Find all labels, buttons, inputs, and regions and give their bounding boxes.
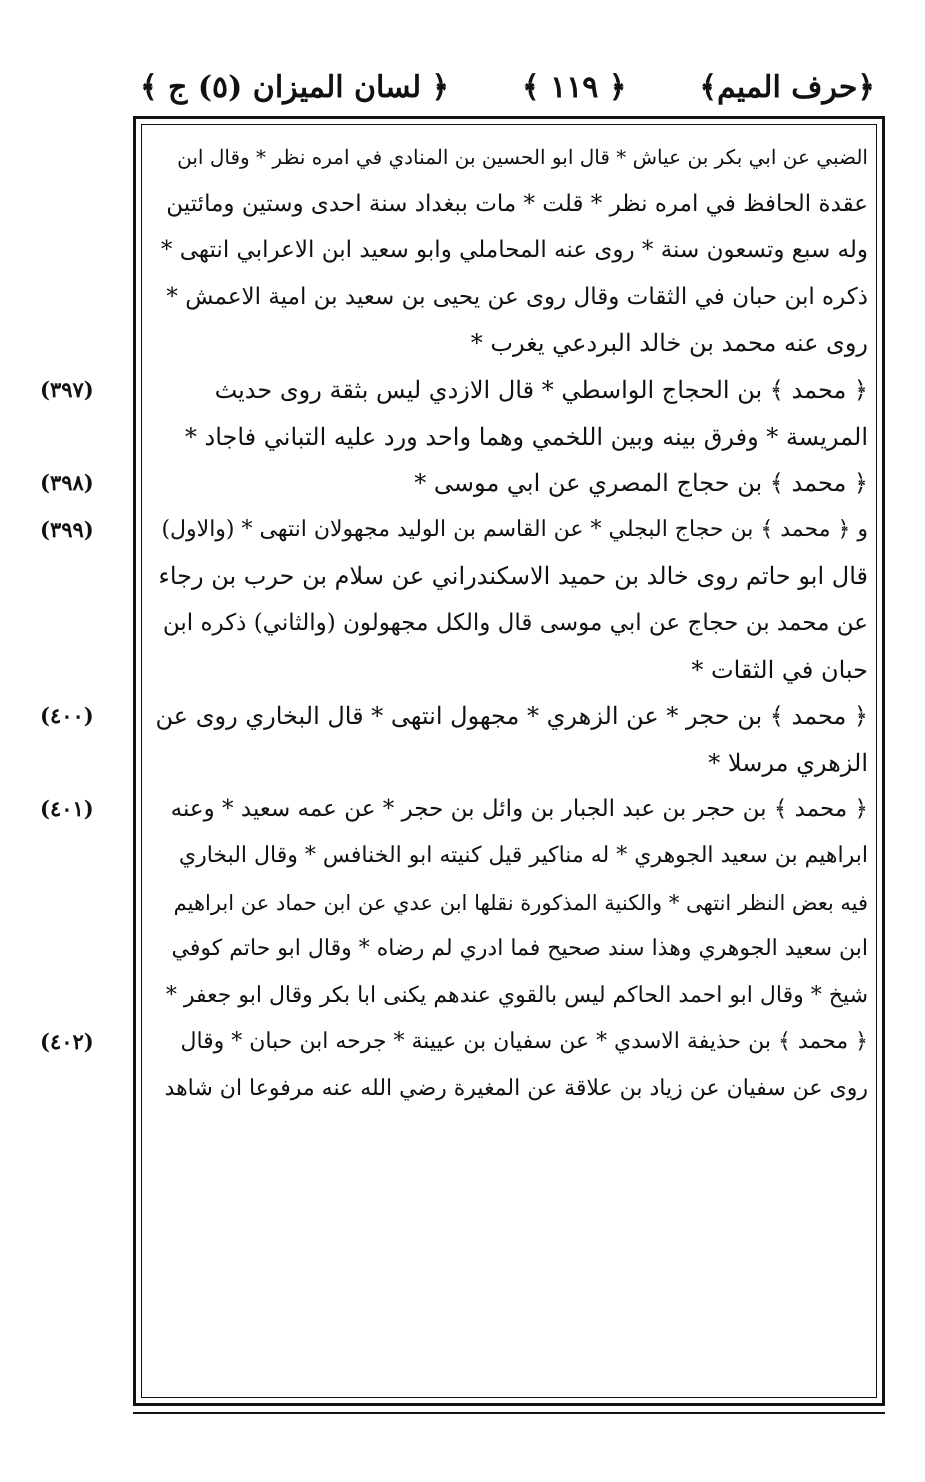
running-header xyxy=(140,62,875,112)
entry-number xyxy=(40,134,140,181)
entry-number xyxy=(40,926,140,973)
entry-number xyxy=(40,880,140,927)
text-line: و ﴿ محمد ﴾ بن حجاج البجلي * عن القاسم بن الوليد مجهولان انتهى * (والاول) xyxy=(161,516,868,542)
entry-number: (٤٠٠) xyxy=(40,703,94,729)
text-line: روى عن سفيان عن زياد بن علاقة عن المغيرة رضي الله عنه مرفوعا ان شاهد xyxy=(164,1075,868,1101)
text-line: شيخ * وقال ابو احمد الحاكم ليس بالقوي عندهم يكنى ابا بكر وقال ابو جعفر * xyxy=(165,982,868,1008)
entry-number xyxy=(40,600,140,647)
text-line: ﴿ محمد ﴾ بن حجر * عن الزهري * مجهول انتهى * قال البخاري روى عن xyxy=(155,702,868,731)
entry-number: (٤٠٢) xyxy=(40,1029,94,1055)
bottom-rule xyxy=(133,1412,885,1414)
page-number: ﴿ ١١٩ ﴾ xyxy=(522,69,627,105)
text-line: وله سبع وتسعون سنة * روى عنه المحاملي وابو سعيد ابن الاعرابي انتهى * xyxy=(160,237,868,264)
entry-number xyxy=(40,274,140,321)
entry-number xyxy=(40,833,140,880)
text-line: عن محمد بن حجاج عن ابي موسى قال والكل مجهولون (والثاني) ذكره ابن xyxy=(162,609,868,636)
entry-number xyxy=(40,973,140,1020)
entry-number xyxy=(40,414,140,461)
text-line: ذكره ابن حبان في الثقات وقال روى عن يحيى بن سعيد بن امية الاعمش * xyxy=(166,283,868,310)
text-line: ابن سعيد الجوهري وهذا سند صحيح فما ادري لم رضاه * وقال ابو حاتم كوفي xyxy=(171,936,868,962)
entry-number xyxy=(40,1066,140,1113)
text-line: حبان في الثقات * xyxy=(691,655,868,684)
entry-number-column xyxy=(40,134,140,1112)
entry-number: (٣٩٧) xyxy=(40,376,94,402)
text-line: المريسة * وفرق بينه وبين اللخمي وهما واحد ورد عليه التباني فاجاد * xyxy=(184,422,868,451)
text-line: ﴿ محمد ﴾ بن الحجاج الواسطي * قال الازدي ليس بثقة روى حديث xyxy=(214,375,868,404)
book-title: ﴿ لسان الميزان (٥) ج ﴾ xyxy=(140,69,450,105)
entry-number xyxy=(40,740,140,787)
text-line: ﴿ محمد ﴾ بن حجر بن عبد الجبار بن وائل بن حجر * عن عمه سعيد * وعنه xyxy=(170,796,868,823)
entry-number xyxy=(40,553,140,600)
entry-number xyxy=(40,647,140,694)
text-line: ﴿ محمد ﴾ بن حجاج المصري عن ابي موسى * xyxy=(414,469,868,498)
entry-number xyxy=(40,181,140,228)
text-line: روى عنه محمد بن خالد البردعي يغرب * xyxy=(470,329,868,358)
text-line: فيه بعض النظر انتهى * والكنية المذكورة نقلها ابن عدي عن ابن حماد عن ابراهيم xyxy=(173,890,868,915)
text-line: الزهري مرسلا * xyxy=(708,748,868,777)
body-text xyxy=(150,134,868,1112)
entry-number: (٣٩٨) xyxy=(40,470,94,496)
text-line: ﴿ محمد ﴾ بن حذيفة الاسدي * عن سفيان بن عيينة * جرحه ابن حبان * وقال xyxy=(180,1029,868,1055)
entry-number: (٤٠١) xyxy=(40,796,94,822)
text-line: قال ابو حاتم روى خالد بن حميد الاسكندراني عن سلام بن حرب بن رجاء xyxy=(158,562,868,591)
entry-number xyxy=(40,320,140,367)
text-line: عقدة الحافظ في امره نظر * قلت * مات ببغداد سنة احدى وستين ومائتين xyxy=(166,190,868,217)
entry-number xyxy=(40,227,140,274)
text-line: الضبي عن ابي بكر بن عياش * قال ابو الحسين بن المنادي في امره نظر * وقال ابن xyxy=(177,145,868,169)
chapter-title: ﴿حرف الميم﴾ xyxy=(699,69,875,105)
entry-number: (٣٩٩) xyxy=(40,516,94,542)
text-line: ابراهيم بن سعيد الجوهري * له مناكير قيل كنيته ابو الخنافس * وقال البخاري xyxy=(178,842,868,868)
